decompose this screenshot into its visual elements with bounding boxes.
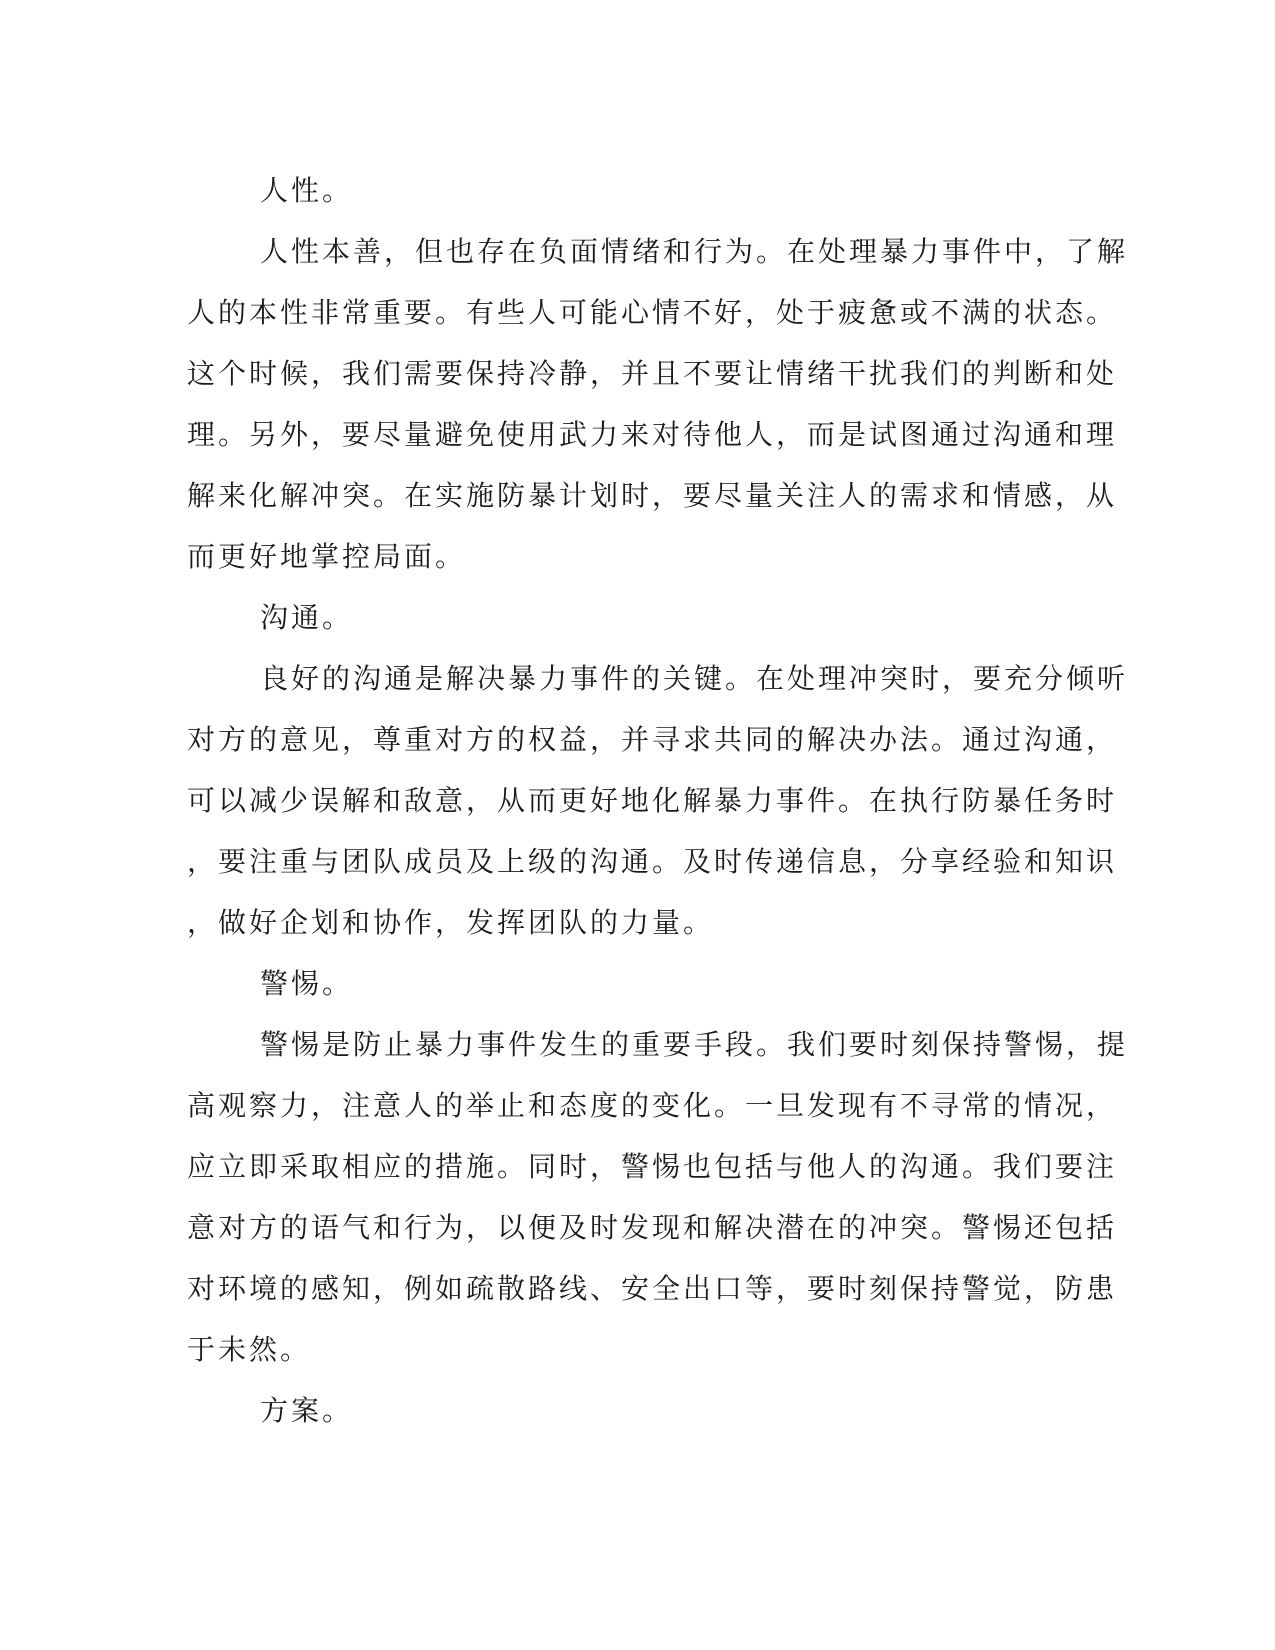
section-heading-plan: 方案。: [260, 1394, 354, 1427]
paragraph-line: ，要注重与团队成员及上级的沟通。及时传递信息，分享经验和知识: [187, 845, 1118, 878]
paragraph-line: 于未然。: [187, 1333, 312, 1366]
document-body: [187, 160, 1129, 1441]
paragraph-line: 理。另外，要尽量避免使用武力来对待他人，而是试图通过沟通和理: [187, 418, 1118, 451]
paragraph-line: 对方的意见，尊重对方的权益，并寻求共同的解决办法。通过沟通，: [187, 723, 1118, 756]
paragraph-line: 警惕是防止暴力事件发生的重要手段。我们要时刻保持警惕，提: [260, 1028, 1129, 1061]
paragraph-line: 应立即采取相应的措施。同时，警惕也包括与他人的沟通。我们要注: [187, 1150, 1118, 1183]
paragraph-line: 可以减少误解和敌意，从而更好地化解暴力事件。在执行防暴任务时: [187, 784, 1118, 817]
section-heading-vigilance: 警惕。: [260, 967, 354, 1000]
paragraph-line: 意对方的语气和行为，以便及时发现和解决潜在的冲突。警惕还包括: [187, 1211, 1118, 1244]
paragraph-line: 对环境的感知，例如疏散路线、安全出口等，要时刻保持警觉，防患: [187, 1272, 1118, 1305]
paragraph-line: 这个时候，我们需要保持冷静，并且不要让情绪干扰我们的判断和处: [187, 357, 1118, 390]
paragraph-line: 人的本性非常重要。有些人可能心情不好，处于疲惫或不满的状态。: [187, 296, 1118, 329]
paragraph-line: ，做好企划和协作，发挥团队的力量。: [187, 906, 715, 939]
paragraph-line: 而更好地掌控局面。: [187, 540, 467, 573]
section-heading-human-nature: 人性。: [260, 174, 354, 207]
section-heading-communication: 沟通。: [260, 601, 354, 634]
paragraph-line: 高观察力，注意人的举止和态度的变化。一旦发现有不寻常的情况，: [187, 1089, 1118, 1122]
paragraph-line: 解来化解冲突。在实施防暴计划时，要尽量关注人的需求和情感，从: [187, 479, 1118, 512]
paragraph-line: 人性本善，但也存在负面情绪和行为。在处理暴力事件中，了解: [260, 235, 1129, 268]
paragraph-line: 良好的沟通是解决暴力事件的关键。在处理冲突时，要充分倾听: [260, 662, 1129, 695]
